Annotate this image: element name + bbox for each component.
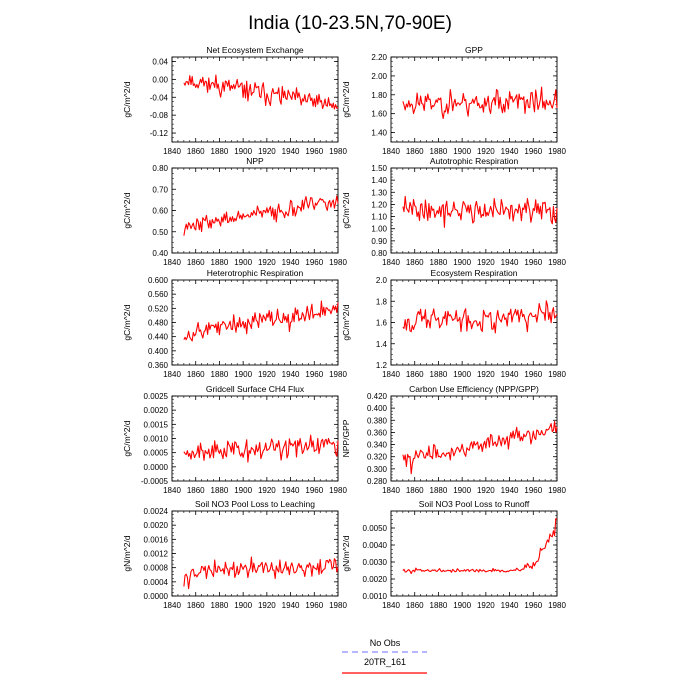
panel-4 (122, 268, 347, 379)
y-tick-label: 0.440 (147, 332, 168, 342)
x-tick-label: 1880 (429, 486, 448, 495)
x-tick-label: 1920 (257, 147, 276, 156)
x-tick-label: 1920 (257, 370, 276, 379)
x-tick-label: 1860 (186, 601, 205, 610)
x-tick-label: 1860 (405, 486, 424, 495)
x-tick-label: 1840 (163, 258, 181, 267)
panel-6 (122, 384, 347, 495)
y-tick-label: 0.40 (152, 249, 168, 258)
y-tick-label: 1.30 (371, 188, 387, 198)
y-tick-label: 0.0024 (143, 507, 168, 516)
x-tick-label: 1880 (210, 147, 229, 156)
y-tick-label: 0.600 (147, 276, 168, 285)
x-tick-label: 1960 (305, 486, 324, 495)
y-tick-label: -0.04 (149, 93, 168, 103)
y-tick-label: 0.480 (147, 318, 168, 328)
x-tick-label: 1940 (281, 486, 300, 495)
y-tick-label: 1.60 (371, 109, 387, 119)
y-tick-label: 0.400 (366, 404, 387, 414)
x-tick-label: 1880 (210, 486, 229, 495)
x-tick-label: 1980 (329, 258, 347, 267)
x-tick-label: 1980 (329, 486, 347, 495)
x-tick-label: 1840 (163, 147, 181, 156)
x-tick-label: 1920 (257, 258, 276, 267)
y-tick-label: 0.400 (147, 346, 168, 356)
x-tick-label: 1980 (329, 370, 347, 379)
x-tick-label: 1840 (382, 486, 400, 495)
plot-frame (172, 280, 338, 365)
x-tick-label: 1840 (163, 370, 181, 379)
x-tick-label: 1840 (382, 370, 400, 379)
series-line-20tr-161 (184, 557, 338, 589)
y-tick-label: 0.360 (147, 361, 168, 370)
y-tick-label: 0.300 (366, 464, 387, 474)
x-tick-label: 1880 (429, 370, 448, 379)
x-tick-label: 1860 (186, 370, 205, 379)
x-tick-label: 1980 (548, 370, 566, 379)
panel-title: Carbon Use Efficiency (NPP/GPP) (409, 384, 539, 394)
y-tick-label: 0.80 (152, 164, 168, 173)
x-tick-label: 1900 (453, 147, 472, 156)
panel-9 (341, 499, 566, 610)
x-tick-label: 1960 (305, 258, 324, 267)
x-tick-label: 1980 (329, 601, 347, 610)
legend-label-no-obs: No Obs (369, 638, 401, 648)
x-tick-label: 1940 (281, 601, 300, 610)
series-line-20tr-161 (403, 519, 557, 574)
y-tick-label: -0.0005 (140, 477, 168, 486)
y-tick-label: 0.0020 (143, 406, 168, 416)
x-tick-label: 1980 (329, 147, 347, 156)
y-axis-label: gC/m^2/d (122, 304, 132, 341)
y-tick-label: 0.420 (366, 392, 387, 401)
x-tick-label: 1920 (476, 147, 495, 156)
panels-group (122, 45, 566, 610)
y-tick-label: 0.00 (152, 75, 168, 85)
y-axis-label: gC/m^2/d (341, 304, 351, 341)
y-tick-label: 0.340 (366, 440, 387, 450)
x-tick-label: 1900 (453, 258, 472, 267)
plot-frame (172, 396, 338, 481)
x-tick-label: 1920 (476, 486, 495, 495)
y-tick-label: 2.0 (375, 276, 387, 285)
y-tick-label: 0.360 (366, 428, 387, 438)
y-axis-label: gN/m^2/d (341, 535, 351, 572)
y-tick-label: 0.280 (366, 477, 387, 486)
x-tick-label: 1840 (382, 147, 400, 156)
series-line-20tr-161 (184, 196, 338, 236)
y-axis-label: gC/m^2/d (122, 420, 132, 457)
y-tick-label: 1.40 (371, 176, 387, 186)
x-tick-label: 1920 (476, 370, 495, 379)
x-tick-label: 1880 (210, 258, 229, 267)
plot-frame (172, 57, 338, 142)
y-tick-label: 0.70 (152, 185, 168, 195)
x-tick-label: 1900 (234, 258, 253, 267)
y-tick-label: 1.50 (371, 164, 387, 173)
y-axis-label: gC/m^2/d (122, 81, 132, 118)
x-tick-label: 1880 (429, 258, 448, 267)
y-tick-label: 0.0012 (143, 549, 168, 559)
panel-title: Gridcell Surface CH4 Flux (205, 384, 305, 394)
y-tick-label: 1.2 (375, 361, 387, 370)
y-axis-label: gC/m^2/d (341, 192, 351, 229)
x-tick-label: 1860 (186, 486, 205, 495)
x-tick-label: 1980 (548, 258, 566, 267)
x-tick-label: 1860 (405, 601, 424, 610)
legend (342, 638, 427, 673)
y-axis-label: gC/m^2/d (122, 192, 132, 229)
y-tick-label: 0.0040 (362, 541, 387, 550)
panel-7 (341, 384, 566, 495)
y-tick-label: 0.0004 (143, 577, 168, 587)
x-tick-label: 1940 (500, 601, 519, 610)
y-tick-label: 0.50 (152, 227, 168, 237)
x-tick-label: 1960 (524, 147, 543, 156)
x-tick-label: 1840 (382, 601, 400, 610)
x-tick-label: 1960 (524, 370, 543, 379)
y-tick-label: 0.0010 (143, 434, 168, 444)
panel-title: Net Ecosystem Exchange (206, 45, 304, 55)
y-tick-label: 1.20 (371, 200, 387, 210)
panel-5 (341, 268, 566, 379)
panel-3 (341, 156, 566, 267)
x-tick-label: 1960 (305, 147, 324, 156)
panel-title: Soil NO3 Pool Loss to Leaching (194, 499, 316, 509)
y-tick-label: 0.520 (147, 304, 168, 314)
series-line-20tr-161 (403, 422, 557, 474)
x-tick-label: 1920 (257, 601, 276, 610)
x-tick-label: 1860 (186, 258, 205, 267)
y-tick-label: 1.4 (375, 339, 387, 349)
y-tick-label: 0.0016 (143, 535, 168, 545)
panel-0 (122, 45, 347, 156)
panel-8 (122, 499, 347, 610)
y-tick-label: 0.0015 (143, 420, 168, 430)
y-tick-label: 2.00 (371, 71, 387, 81)
y-tick-label: 1.00 (371, 224, 387, 234)
y-tick-label: 1.6 (375, 318, 387, 328)
y-tick-label: -0.12 (149, 129, 168, 139)
x-tick-label: 1920 (476, 258, 495, 267)
x-tick-label: 1860 (405, 370, 424, 379)
y-tick-label: 0.0010 (362, 592, 387, 601)
x-tick-label: 1860 (186, 147, 205, 156)
panel-title: Soil NO3 Pool Loss to Runoff (418, 499, 530, 509)
y-tick-label: 0.60 (152, 206, 168, 216)
x-tick-label: 1880 (429, 601, 448, 610)
x-tick-label: 1940 (281, 370, 300, 379)
x-tick-label: 1860 (405, 258, 424, 267)
x-tick-label: 1920 (257, 486, 276, 495)
panel-title: NPP (246, 156, 264, 166)
x-tick-label: 1980 (548, 486, 566, 495)
figure-title: India (10-23.5N,70-90E) (248, 13, 452, 34)
x-tick-label: 1960 (305, 601, 324, 610)
y-tick-label: 0.320 (366, 452, 387, 462)
panel-2 (122, 156, 347, 267)
y-tick-label: 0.0020 (362, 575, 387, 584)
x-tick-label: 1900 (453, 370, 472, 379)
x-tick-label: 1920 (476, 601, 495, 610)
panel-title: Heterotrophic Respiration (206, 268, 304, 278)
y-tick-label: 0.0025 (143, 392, 168, 401)
plot-frame (172, 511, 338, 596)
x-tick-label: 1840 (163, 601, 181, 610)
plot-frame (391, 57, 557, 142)
x-tick-label: 1900 (234, 486, 253, 495)
x-tick-label: 1940 (500, 258, 519, 267)
y-axis-label: gN/m^2/d (122, 535, 132, 572)
y-tick-label: 0.0005 (143, 448, 168, 458)
series-line-20tr-161 (403, 87, 557, 118)
x-tick-label: 1900 (453, 601, 472, 610)
y-tick-label: 0.380 (366, 416, 387, 426)
panel-title: Autotrophic Respiration (429, 156, 519, 166)
y-tick-label: 0.0050 (362, 524, 387, 533)
plot-frame (172, 168, 338, 253)
y-tick-label: -0.08 (149, 111, 168, 121)
panel-1 (341, 45, 566, 156)
x-tick-label: 1960 (305, 370, 324, 379)
x-tick-label: 1860 (405, 147, 424, 156)
y-tick-label: 0.0000 (143, 462, 168, 472)
x-tick-label: 1960 (524, 601, 543, 610)
x-tick-label: 1940 (500, 370, 519, 379)
y-tick-label: 1.8 (375, 297, 387, 307)
x-tick-label: 1960 (524, 486, 543, 495)
x-tick-label: 1840 (163, 486, 181, 495)
y-tick-label: 1.80 (371, 90, 387, 100)
y-tick-label: 0.80 (371, 249, 387, 258)
y-tick-label: 0.0030 (362, 558, 387, 567)
x-tick-label: 1880 (210, 601, 229, 610)
panel-title: GPP (465, 45, 483, 55)
y-tick-label: 0.0008 (143, 563, 168, 573)
x-tick-label: 1940 (281, 147, 300, 156)
y-tick-label: 1.10 (371, 212, 387, 222)
series-line-20tr-161 (184, 301, 338, 341)
y-tick-label: 0.0000 (143, 592, 168, 601)
y-tick-label: 2.20 (371, 53, 387, 62)
x-tick-label: 1980 (548, 147, 566, 156)
y-tick-label: 0.560 (147, 290, 168, 300)
x-tick-label: 1940 (281, 258, 300, 267)
series-line-20tr-161 (184, 435, 338, 462)
x-tick-label: 1940 (500, 147, 519, 156)
y-tick-label: 0.04 (152, 57, 168, 67)
series-line-20tr-161 (403, 301, 557, 333)
panel-title: Ecosystem Respiration (430, 268, 518, 278)
y-axis-label: NPP/GPP (341, 419, 351, 458)
y-axis-label: gC/m^2/d (341, 81, 351, 118)
series-line-20tr-161 (403, 196, 557, 227)
x-tick-label: 1960 (524, 258, 543, 267)
plot-frame (391, 511, 557, 596)
y-tick-label: 0.90 (371, 236, 387, 246)
legend-label-20tr-161: 20TR_161 (363, 657, 407, 667)
x-tick-label: 1980 (548, 601, 566, 610)
x-tick-label: 1900 (234, 370, 253, 379)
series-line-20tr-161 (184, 75, 338, 109)
x-tick-label: 1940 (500, 486, 519, 495)
y-tick-label: 0.0020 (143, 521, 168, 531)
x-tick-label: 1880 (429, 147, 448, 156)
x-tick-label: 1840 (382, 258, 400, 267)
x-tick-label: 1900 (234, 147, 253, 156)
x-tick-label: 1880 (210, 370, 229, 379)
y-tick-label: 1.40 (371, 128, 387, 138)
x-tick-label: 1900 (453, 486, 472, 495)
x-tick-label: 1900 (234, 601, 253, 610)
